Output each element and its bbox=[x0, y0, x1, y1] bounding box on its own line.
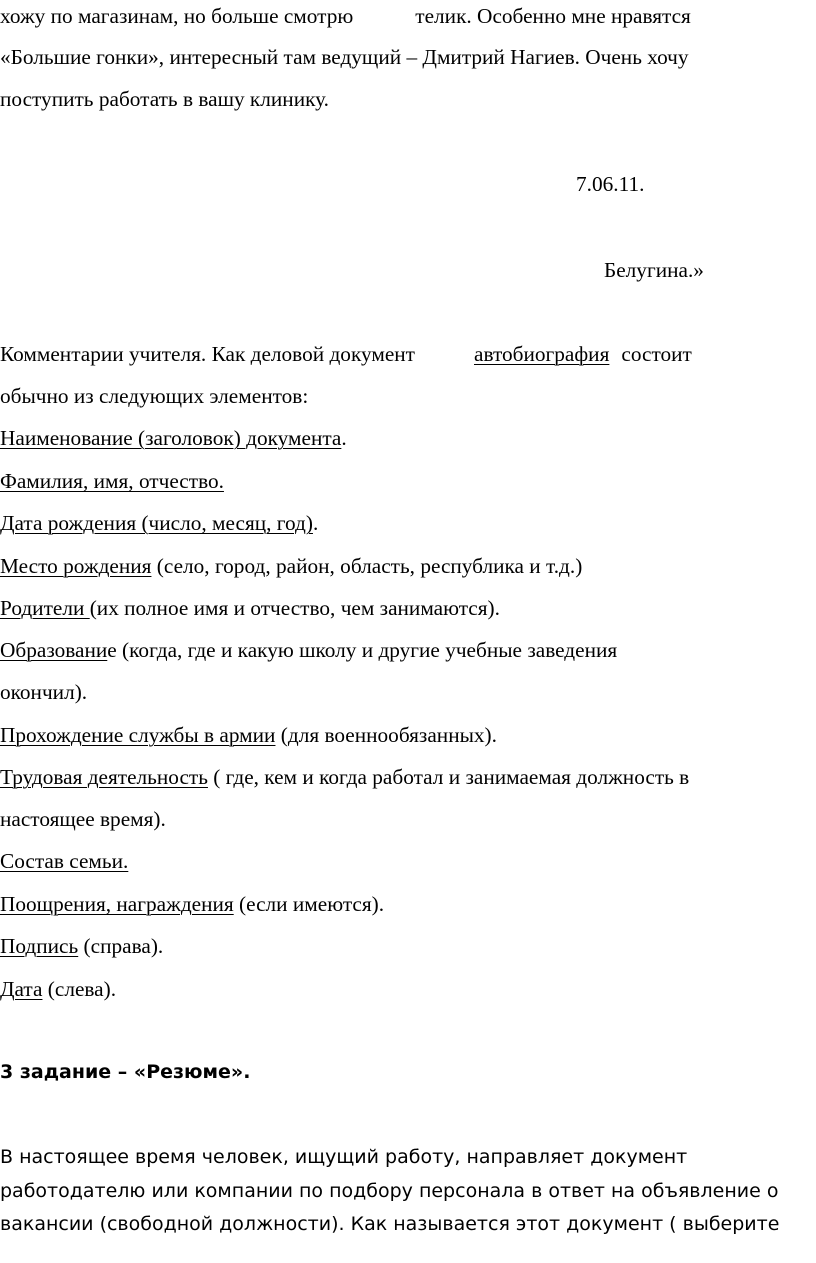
element-item: Прохождение службы в армии (для военнообязанных). bbox=[0, 723, 497, 747]
task3-paragraph-line-1: В настоящее время человек, ищущий работу, направляет документ bbox=[0, 1146, 688, 1168]
element-item: Наименование (заголовок) документа. bbox=[0, 426, 347, 450]
task3-paragraph-line-2: работодателю или компании по подбору персонала в ответ на объявление о bbox=[0, 1180, 779, 1202]
letter-date: 7.06.11. bbox=[576, 172, 645, 196]
element-item-continuation: настоящее время). bbox=[0, 807, 166, 831]
commentary-line-1 bbox=[0, 344, 692, 365]
commentary-intro-end: состоит bbox=[621, 342, 692, 366]
element-item: Трудовая деятельность ( где, кем и когда работал и занимаемая должность в bbox=[0, 765, 690, 789]
letter-signature: Белугина.» bbox=[604, 258, 704, 282]
element-item: Фамилия, имя, отчество. bbox=[0, 469, 224, 493]
element-item: Дата (слева). bbox=[0, 977, 117, 1001]
element-item: Поощрения, награждения (если имеются). bbox=[0, 892, 385, 916]
element-item: Состав семьи. bbox=[0, 849, 129, 873]
element-item: Подпись (справа). bbox=[0, 934, 164, 958]
intro-line-1-part-b: телик. Особенно мне нравятся bbox=[415, 4, 691, 28]
element-item-continuation: окончил). bbox=[0, 680, 88, 704]
task3-paragraph-line-3: вакансии (свободной должности). Как называется этот документ ( выберите bbox=[0, 1213, 780, 1235]
commentary-line-2: обычно из следующих элементов: bbox=[0, 384, 309, 408]
intro-line-2: «Большие гонки», интересный там ведущий – Дмитрий Нагиев. Очень хочу bbox=[0, 45, 689, 69]
intro-line-3: поступить работать в вашу клинику. bbox=[0, 87, 329, 111]
element-item: Дата рождения (число, месяц, год). bbox=[0, 511, 319, 535]
element-item: Родители (их полное имя и отчество, чем занимаются). bbox=[0, 596, 500, 620]
task3-heading: 3 задание – «Резюме». bbox=[0, 1061, 251, 1083]
intro-line-1-part-a: хожу по магазинам, но больше смотрю bbox=[0, 4, 354, 28]
intro-line-1 bbox=[0, 6, 691, 27]
element-item: Место рождения (село, город, район, область, республика и т.д.) bbox=[0, 554, 583, 578]
commentary-term: автобиография bbox=[474, 342, 610, 366]
element-item: Образование (когда, где и какую школу и другие учебные заведения bbox=[0, 638, 618, 662]
commentary-intro: Комментарии учителя. Как деловой документ bbox=[0, 342, 415, 366]
